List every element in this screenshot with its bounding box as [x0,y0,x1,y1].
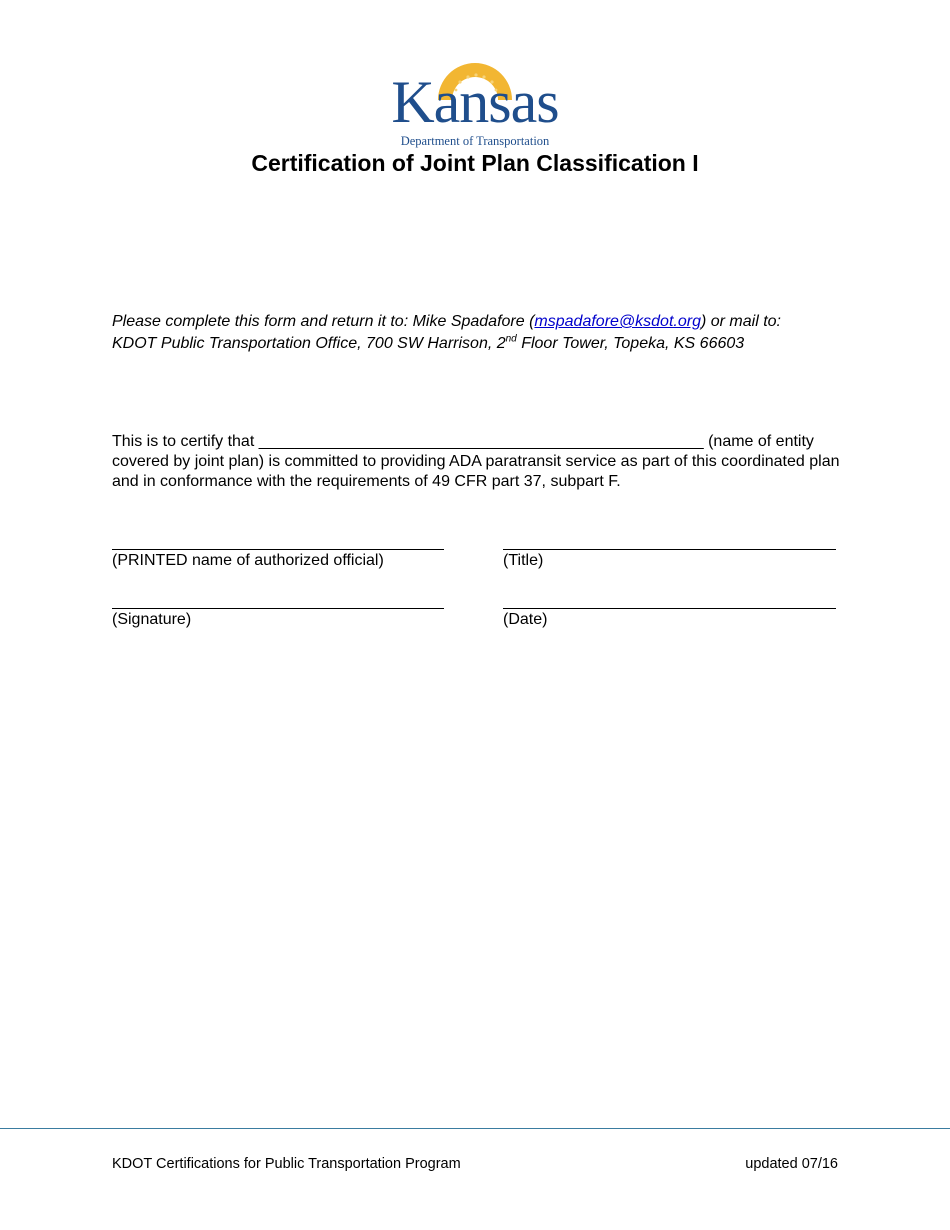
certify-rest: (name of entity covered by joint plan) is committed to providing ADA paratransit service as part of this coordinated plan and in conformance with the requirements of 49 CFR part 37, subpart F. [112,433,840,490]
email-link[interactable]: mspadafore@ksdot.org [534,313,701,330]
printed-name-label: (PRINTED name of authorized official) [112,552,384,569]
footer-program-name: KDOT Certifications for Public Transportation Program [112,1156,461,1172]
logo-motto: AD ASTRA PER ASPERA [450,60,505,65]
printed-name-line[interactable] [112,549,444,550]
entity-name-blank[interactable]: __________________________________________________ [258,433,704,450]
instructions-line1-start: Please complete this form and return it to: Mike Spadafore ( [112,313,535,330]
page-title: Certification of Joint Plan Classification I [251,150,699,176]
date-label: (Date) [503,611,548,628]
signature-label: (Signature) [112,611,192,628]
date-line[interactable] [503,608,836,609]
signature-line[interactable] [112,608,444,609]
instructions-line1-end: ) or mail to: [700,313,781,330]
instructions-line2-start: KDOT Public Transportation Office, 700 SW Harrison, 2 [112,335,506,352]
instructions-text [112,311,872,355]
kansas-dot-logo [390,52,560,150]
title-label: (Title) [503,552,544,569]
floor-ordinal: nd [505,333,517,345]
title-line[interactable] [503,549,836,550]
footer-divider [0,1128,950,1129]
certification-statement [112,432,842,492]
certify-intro: This is to certify that [112,433,255,450]
footer-updated-date: updated 07/16 [745,1156,838,1172]
instructions-line2-end: Floor Tower, Topeka, KS 66603 [516,335,745,352]
logo-wordmark: Kansas [391,69,559,135]
logo-subtitle: Department of Transportation [400,134,550,148]
